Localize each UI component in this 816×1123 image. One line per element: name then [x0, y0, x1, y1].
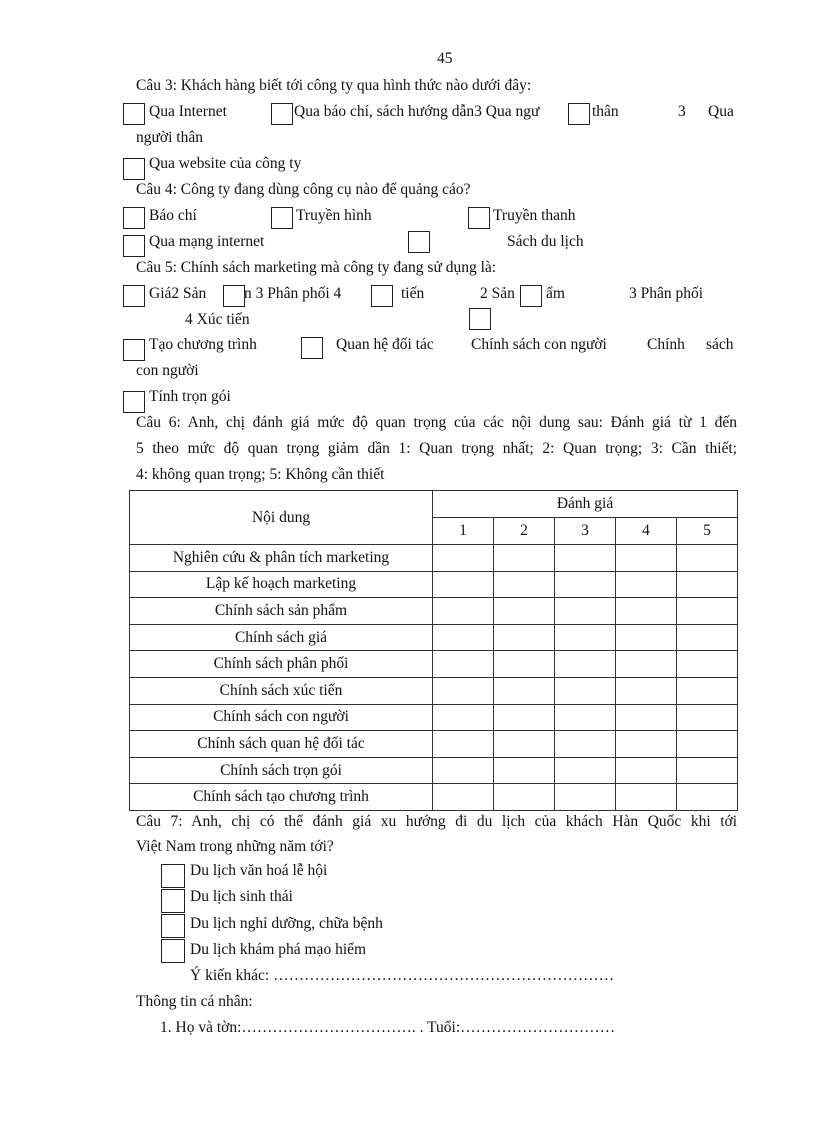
q4-internet-checkbox[interactable] [123, 235, 145, 257]
row-label: Chính sách tạo chương trình [130, 784, 433, 811]
row-label: Chính sách sản phẩm [130, 598, 433, 625]
table-row [130, 757, 738, 784]
q4-radio-label: Truyền thanh [493, 207, 576, 224]
q5-partner-checkbox[interactable] [301, 337, 323, 359]
col-content-header: Nội dung [130, 491, 433, 545]
rating-cell[interactable] [616, 651, 677, 678]
q3-internet-checkbox[interactable] [123, 103, 145, 125]
q5-line1-b: n 3 Phân phối 4 [244, 285, 342, 302]
q7-other-opinion: Ý kiến khác: ………………………………………………………… [190, 967, 615, 984]
q5-line1-f: 3 Phân phối [629, 285, 704, 302]
q4-guidebook-label: Sách du lịch [507, 233, 584, 250]
table-row [130, 731, 738, 758]
rating-cell[interactable] [494, 757, 555, 784]
q6-line2: 5 theo mức độ quan trọng giảm dần 1: Quan trọng nhất; 2: Quan trọng; 3: Cần thiết; [136, 440, 737, 457]
row-label: Chính sách quan hệ đối tác [130, 731, 433, 758]
q7-adventure-checkbox[interactable] [161, 939, 185, 963]
q4-question: Câu 4: Công ty đang dùng công cụ nào để quảng cáo? [136, 181, 471, 198]
q3-press-tail: thân [592, 103, 619, 120]
q3-qua: Qua [708, 103, 734, 120]
rating-cell[interactable] [555, 677, 616, 704]
col-rating-header: Đánh giá [433, 491, 738, 518]
q6-line3: 4: không quan trọng; 5: Không cần thiết [136, 466, 385, 483]
rating-cell[interactable] [677, 784, 738, 811]
rating-cell[interactable] [555, 598, 616, 625]
q5-program-label: Tạo chương trình [149, 336, 257, 353]
rating-cell[interactable] [433, 598, 494, 625]
rating-cell[interactable] [616, 571, 677, 598]
rating-cell[interactable] [555, 784, 616, 811]
q7-festival-checkbox[interactable] [161, 864, 185, 888]
q7-festival-label: Du lịch văn hoá lễ hội [190, 862, 328, 879]
rating-cell[interactable] [555, 757, 616, 784]
rating-cell[interactable] [433, 757, 494, 784]
score-header: 2 [494, 518, 555, 545]
table-row [130, 598, 738, 625]
rating-cell[interactable] [616, 731, 677, 758]
page-number: 45 [437, 50, 453, 67]
rating-cell[interactable] [677, 624, 738, 651]
table-row [130, 571, 738, 598]
q4-internet-label: Qua mạng internet [149, 233, 265, 250]
q7-resort-checkbox[interactable] [161, 914, 185, 938]
score-header: 4 [616, 518, 677, 545]
q5-people-label-2: con người [136, 362, 199, 379]
table-row [130, 677, 738, 704]
q5-price-checkbox[interactable] [123, 285, 145, 307]
table-row [130, 784, 738, 811]
rating-cell[interactable] [433, 731, 494, 758]
rating-cell[interactable] [616, 677, 677, 704]
q5-promotion-checkbox[interactable] [371, 285, 393, 307]
q5-line1-e: ẩm [546, 285, 565, 302]
rating-cell[interactable] [616, 598, 677, 625]
table-row [130, 545, 738, 572]
q5-line2: 4 Xúc tiến [185, 311, 250, 328]
rating-cell[interactable] [677, 704, 738, 731]
rating-cell[interactable] [677, 677, 738, 704]
q4-radio-checkbox[interactable] [468, 207, 490, 229]
rating-cell[interactable] [677, 651, 738, 678]
table-row [130, 624, 738, 651]
row-label: Chính sách xúc tiến [130, 677, 433, 704]
rating-cell[interactable] [677, 598, 738, 625]
personal-info-title: Thông tin cá nhân: [136, 993, 253, 1010]
q7-eco-checkbox[interactable] [161, 889, 185, 913]
score-header: 5 [677, 518, 738, 545]
q5-product-checkbox[interactable] [223, 285, 245, 307]
row-label: Lập kế hoạch marketing [130, 571, 433, 598]
row-label: Chính sách giá [130, 624, 433, 651]
q3-website-checkbox[interactable] [123, 158, 145, 180]
rating-cell[interactable] [433, 677, 494, 704]
rating-cell[interactable] [677, 757, 738, 784]
rating-cell[interactable] [433, 545, 494, 572]
rating-cell[interactable] [616, 757, 677, 784]
rating-cell[interactable] [616, 545, 677, 572]
q7-line2: Việt Nam trong những năm tới? [136, 838, 334, 855]
q4-tv-checkbox[interactable] [271, 207, 293, 229]
rating-cell[interactable] [555, 651, 616, 678]
rating-cell[interactable] [433, 651, 494, 678]
q5-line1-c: tiến [401, 285, 425, 302]
rating-cell[interactable] [494, 598, 555, 625]
q7-eco-label: Du lịch sinh thái [190, 888, 293, 905]
table-row [130, 651, 738, 678]
q7-adventure-label: Du lịch khám phá mạo hiểm [190, 941, 367, 958]
q3-relatives-checkbox[interactable] [568, 103, 590, 125]
q3-question: Câu 3: Khách hàng biết tới công ty qua hình thức nào dưới đây: [136, 77, 532, 94]
rating-cell[interactable] [494, 677, 555, 704]
q3-number: 3 [678, 103, 686, 120]
table-row [130, 704, 738, 731]
q3-relatives-label: người thân [136, 129, 203, 146]
q7-line1: Câu 7: Anh, chị có thể đánh giá xu hướng đi du lịch của khách Hàn Quốc khi tới [136, 813, 737, 830]
rating-cell[interactable] [555, 624, 616, 651]
q5-people-label: Chính sách con người [471, 336, 607, 353]
q5-package-checkbox[interactable] [123, 391, 145, 413]
q5-line1-a: Giá2 Sản [149, 285, 207, 302]
q4-tv-label: Truyền hình [296, 207, 372, 224]
rating-cell[interactable] [494, 571, 555, 598]
q7-resort-label: Du lịch nghỉ dưỡng, chữa bệnh [190, 915, 383, 932]
row-label: Chính sách phân phối [130, 651, 433, 678]
q4-guidebook-checkbox[interactable] [408, 231, 430, 253]
q4-press-checkbox[interactable] [123, 207, 145, 229]
rating-cell[interactable] [494, 731, 555, 758]
q3-website-label: Qua website của công ty [149, 155, 302, 172]
q5-program-checkbox[interactable] [123, 339, 145, 361]
q5-product2-checkbox[interactable] [520, 285, 542, 307]
row-label: Chính sách trọn gói [130, 757, 433, 784]
row-label: Chính sách con người [130, 704, 433, 731]
q5-package-label: Tính trọn gói [149, 388, 231, 405]
q5-policy-label: Chính [647, 336, 685, 353]
q5-question: Câu 5: Chính sách marketing mà công ty đang sử dụng là: [136, 259, 497, 276]
q3-press-checkbox[interactable] [271, 103, 293, 125]
personal-name-age: 1. Họ và tờn:……………………………. . Tuổi:………………………… [160, 1019, 616, 1036]
rating-cell[interactable] [555, 704, 616, 731]
rating-cell[interactable] [433, 704, 494, 731]
q5-distribution-checkbox[interactable] [469, 308, 491, 330]
rating-cell[interactable] [494, 545, 555, 572]
rating-cell[interactable] [677, 731, 738, 758]
rating-cell[interactable] [616, 704, 677, 731]
rating-cell[interactable] [433, 571, 494, 598]
rating-cell[interactable] [616, 624, 677, 651]
rating-cell[interactable] [494, 784, 555, 811]
q3-internet-label: Qua Internet [149, 103, 227, 120]
score-header: 3 [555, 518, 616, 545]
q5-partner-label: Quan hệ đối tác [336, 336, 434, 353]
rating-cell[interactable] [494, 704, 555, 731]
rating-cell[interactable] [433, 784, 494, 811]
q5-policy-label-2: sách [706, 336, 734, 353]
q5-line1-d: 2 Sản [480, 285, 515, 302]
q3-press-label: Qua báo chí, sách hướng dẫn3 Qua ngư [294, 103, 540, 120]
q6-line1: Câu 6: Anh, chị đánh giá mức độ quan trọng của các nội dung sau: Đánh giá từ 1 đến [136, 414, 737, 431]
score-header: 1 [433, 518, 494, 545]
rating-cell[interactable] [494, 624, 555, 651]
rating-cell[interactable] [616, 784, 677, 811]
rating-cell[interactable] [433, 624, 494, 651]
row-label: Nghiên cứu & phân tích marketing [130, 545, 433, 572]
rating-cell[interactable] [555, 545, 616, 572]
q4-press-label: Báo chí [149, 207, 197, 224]
rating-table [129, 490, 738, 811]
rating-cell[interactable] [494, 651, 555, 678]
rating-cell[interactable] [555, 731, 616, 758]
rating-cell[interactable] [677, 571, 738, 598]
rating-cell[interactable] [677, 545, 738, 572]
rating-cell[interactable] [555, 571, 616, 598]
